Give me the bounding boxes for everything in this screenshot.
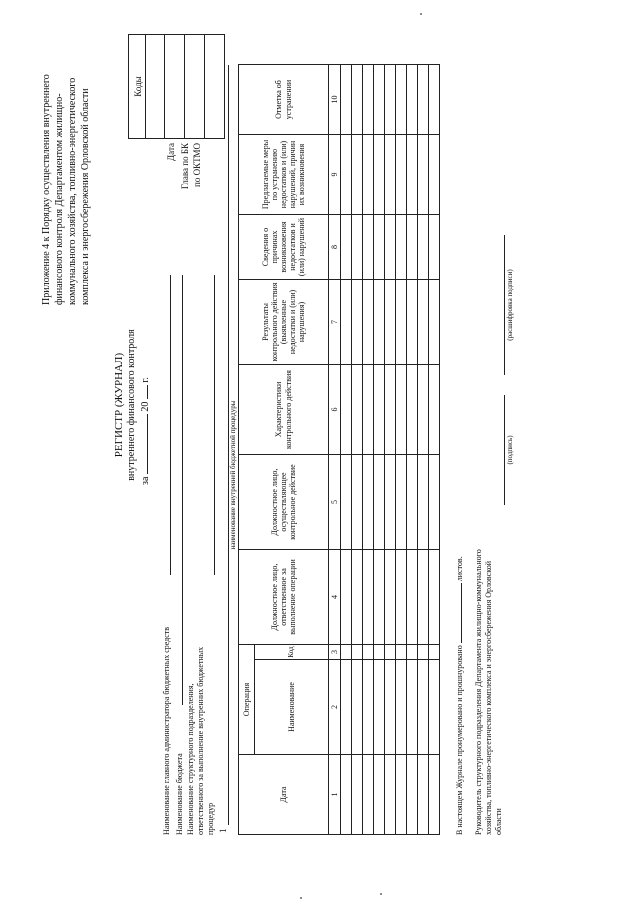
register-period bbox=[140, 285, 151, 485]
appendix-line-1: Приложение 4 к Порядку осуществления внутреннего bbox=[41, 74, 52, 305]
col-number-6: 6 bbox=[329, 365, 341, 455]
col-number-10: 10 bbox=[329, 65, 341, 135]
unit-label-3: процедур bbox=[206, 802, 215, 835]
col-date-header: Дата bbox=[239, 755, 329, 835]
col-elimination-header: Отметка об устранении bbox=[239, 65, 329, 135]
table-row bbox=[374, 65, 385, 835]
col-number-1: 1 bbox=[329, 755, 341, 835]
table-row bbox=[363, 65, 374, 835]
col-characteristics-header: Характеристики контрольного действия bbox=[239, 365, 329, 455]
appendix-line-2: финансового контроля Департаментом жилищно- bbox=[54, 93, 65, 305]
admin-field-line bbox=[160, 275, 171, 575]
col-reasons-header: Сведения о причинах возникновения недостатков и (или) нарушений bbox=[239, 215, 329, 280]
col-measures-header: Предлагаемые меры по устранению недостатков и (или) нарушений, причин их возникновения bbox=[239, 135, 329, 215]
col-number-3: 3 bbox=[329, 645, 341, 660]
unit-field-line bbox=[204, 275, 215, 575]
table-row bbox=[385, 65, 396, 835]
col-results-header: Результаты контрольного действия (выявленные недостатки и (или) нарушения) bbox=[239, 280, 329, 365]
appendix-note bbox=[40, 5, 92, 305]
unit-field-label bbox=[186, 575, 216, 835]
numbered-prefix: В настоящем Журнале пронумеровано и прошнуровано bbox=[455, 645, 464, 835]
unit-label-1: Наименование структурного подразделения, bbox=[186, 683, 195, 835]
register-title: РЕГИСТР (ЖУРНАЛ) bbox=[113, 352, 125, 458]
period-prefix: за bbox=[140, 476, 151, 485]
table-row bbox=[429, 65, 440, 835]
col-op-code-header: Код bbox=[255, 645, 329, 660]
code-oktmo-label: по ОКТМО bbox=[192, 143, 202, 187]
head-label-1: Руководитель структурного подразделения Департамента жилищно-коммунального bbox=[474, 549, 483, 835]
period-year: 20 bbox=[140, 401, 151, 412]
signature-decoded-caption: (расшифровка подписи) bbox=[506, 269, 514, 341]
col-operation-header: Операция bbox=[239, 645, 255, 755]
col-number-2: 2 bbox=[329, 660, 341, 755]
col-number-7: 7 bbox=[329, 280, 341, 365]
signature-caption: (подпись) bbox=[506, 435, 514, 465]
col-number-9: 9 bbox=[329, 135, 341, 215]
register-table bbox=[238, 64, 440, 835]
col-number-8: 8 bbox=[329, 215, 341, 280]
code-glava-label: Глава по БК bbox=[180, 143, 190, 190]
admin-field-label: Наименование главного администратора бюджетных средств bbox=[162, 626, 171, 835]
head-label-3: области bbox=[494, 808, 503, 835]
procedure-label: наименование внутренней бюджетной процедуры bbox=[229, 400, 237, 550]
col-controller-header: Должностное лицо, осуществляющее контрольное действие bbox=[239, 455, 329, 550]
table-row bbox=[418, 65, 429, 835]
numbered-note bbox=[455, 415, 464, 835]
head-label-2: хозяйства, топливно-энергетического комплекса и энергосбережения Орловской bbox=[484, 561, 493, 835]
codes-header: Коды bbox=[133, 76, 143, 97]
budget-field-line bbox=[172, 275, 183, 705]
table-row bbox=[407, 65, 418, 835]
document-page: Приложение 4 к Порядку осуществления внутреннего финансового контроля Департаментом жилищно- коммунального хозяйства, топливно-энергетического комплекса и энергосбережения Орловской области Коды Дата Глава по БК по ОКТМО РЕГИСТР (ЖУРНАЛ) внутреннего финансового контроля за 20 г. Наименование главного администратора бюджетных средств Наименование бюджета Наименование структурного подразделения, ответственного за выполнение внутренних бюджетных процедур 1 наименование внутренней бюджетной процедуры Дата Операция Должностное лицо, ответственное за выполнение операции Должностное лицо, осуществляющее контрольное действие Характеристики контрольного действия Результаты контрольного действия (выявленные недостатки и (или) нарушения) Сведения о причинах возникновения недостатков и (или) нарушений Предлагаемые меры по устранению недостатков и (или) нарушений, причин их возникновения Отметка об устранении Наименование Код 1 2 3 4 5 6 7 8 9 10 В настоящем Журнале пронумеровано и прошнуровано листов. Руководитель структурного подразделения Департамента жилищно-коммунального хозяйства, топливно-энергетического комплекса и энергосбережения Орловской области (подпись) (расшифровка подписи) bbox=[0, 0, 640, 905]
appendix-line-3: коммунального хозяйства, топливно-энергетического bbox=[67, 77, 78, 305]
codes-box bbox=[128, 34, 225, 139]
head-signature-label bbox=[474, 515, 504, 835]
col-op-name-header: Наименование bbox=[255, 660, 329, 755]
table-row bbox=[396, 65, 407, 835]
period-year-suffix: г. bbox=[140, 377, 151, 383]
col-number-4: 4 bbox=[329, 550, 341, 645]
col-number-5: 5 bbox=[329, 455, 341, 550]
unit-label-2: ответственного за выполнение внутренних бюджетных bbox=[196, 646, 205, 835]
signature-line bbox=[494, 395, 505, 505]
numbered-suffix: листов. bbox=[455, 556, 464, 582]
register-subtitle: внутреннего финансового контроля bbox=[126, 329, 137, 481]
appendix-line-4: комплекса и энергосбережения Орловской области bbox=[80, 88, 91, 305]
code-date-label: Дата bbox=[166, 143, 176, 161]
signature-decoded-line bbox=[494, 235, 505, 375]
table-row bbox=[352, 65, 363, 835]
table-row bbox=[341, 65, 352, 835]
budget-field-label: Наименование бюджета bbox=[175, 753, 184, 835]
col-responsible-header: Должностное лицо, ответственное за выполнение операции bbox=[239, 550, 329, 645]
